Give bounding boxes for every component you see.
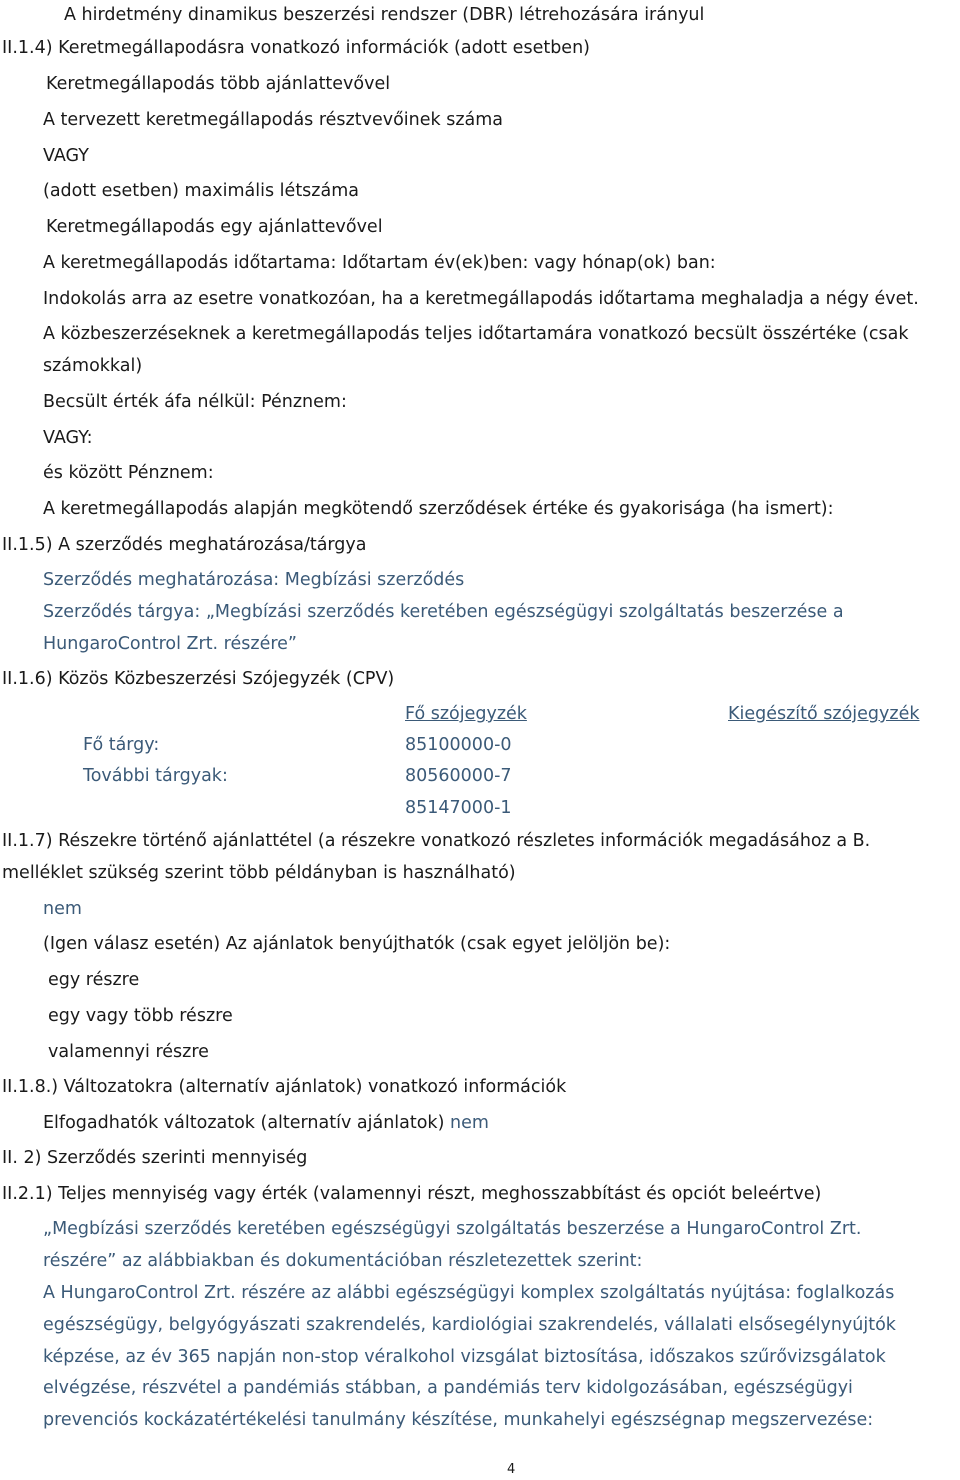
cpv-main-subject-code: 85100000-0	[405, 735, 512, 755]
framework-single: Keretmegállapodás egy ajánlattevővel	[46, 217, 383, 237]
lots-option-one-or-more: egy vagy több részre	[48, 1006, 233, 1026]
quantity-text-line5: képzése, az év 365 napján non-stop véralkohol vizsgálat biztosítása, időszakos szűrővizsgálatok	[43, 1347, 886, 1367]
quantity-text-line6: elvégzése, részvétel a pandémiás stábban, a pandémiás terv kidolgozásában, egészségügyi	[43, 1378, 853, 1398]
contract-subject-line2: HungaroControl Zrt. részére”	[43, 634, 297, 654]
framework-duration: A keretmegállapodás időtartama: Időtartam év(ek)ben: vagy hónap(ok) ban:	[43, 253, 716, 273]
or-label: VAGY	[43, 146, 89, 166]
quantity-text-line2: részére” az alábbiakban és dokumentációban részletezettek szerint:	[43, 1251, 643, 1271]
quantity-text-line1: „Megbízási szerződés keretében egészségügyi szolgáltatás beszerzése a HungaroControl Zrt.	[43, 1219, 862, 1239]
section-II-1-8-heading: II.1.8.) Változatokra (alternatív ajánlatok) vonatkozó információk	[2, 1077, 567, 1097]
section-II-1-4-heading: II.1.4) Keretmegállapodásra vonatkozó információk (adott esetben)	[2, 38, 590, 58]
section-II-2-1-heading: II.2.1) Teljes mennyiség vagy érték (valamennyi részt, meghosszabbítást és opciót beleértve)	[2, 1184, 822, 1204]
section-II-1-7-heading-line1: II.1.7) Részekre történő ajánlattétel (a részekre vonatkozó részletes információk megadásához a B.	[2, 831, 871, 851]
cpv-supplementary-vocab-header: Kiegészítő szójegyzék	[728, 704, 920, 724]
page-number: 4	[507, 1462, 516, 1477]
cpv-main-subject-label: Fő tárgy:	[83, 735, 160, 755]
cpv-main-vocab-header: Fő szójegyzék	[405, 704, 527, 724]
duration-justification: Indokolás arra az esetre vonatkozóan, ha a keretmegállapodás időtartama meghaladja a négy évet.	[43, 289, 919, 309]
lots-option-one: egy részre	[48, 970, 140, 990]
framework-multiple: Keretmegállapodás több ajánlattevővel	[46, 74, 391, 94]
variants-label: Elfogadhatók változatok (alternatív ajánlatok)	[43, 1113, 445, 1133]
lots-option-all: valamennyi részre	[48, 1042, 209, 1062]
range-currency: és között Pénznem:	[43, 463, 214, 483]
cpv-additional-subjects-label: További tárgyak:	[83, 766, 228, 786]
variants-answer: nem	[449, 1113, 489, 1133]
quantity-text-line7: prevenciós kockázatértékelési tanulmány készítése, munkahelyi egészségnap megszervezése:	[43, 1410, 874, 1430]
lots-instruction: (Igen válasz esetén) Az ajánlatok benyújthatók (csak egyet jelöljön be):	[43, 934, 671, 954]
or-label-2: VAGY:	[43, 428, 93, 448]
cpv-additional-code-2: 85147000-1	[405, 798, 512, 818]
section-II-1-5-heading: II.1.5) A szerződés meghatározása/tárgya	[2, 535, 367, 555]
quantity-text-line3: A HungaroControl Zrt. részére az alábbi egészségügyi komplex szolgáltatás nyújtása: foglalkozás	[43, 1283, 895, 1303]
estimated-value: Becsült érték áfa nélkül: Pénznem:	[43, 392, 347, 412]
section-II-1-7-heading-line2: melléklet szükség szerint több példányban is használható)	[2, 863, 516, 883]
estimated-total-line2: számokkal)	[43, 356, 143, 376]
dbr-line: A hirdetmény dinamikus beszerzési rendszer (DBR) létrehozására irányul	[64, 5, 705, 25]
quantity-text-line4: egészségügy, belgyógyászati szakrendelés, kardiológiai szakrendelés, vállalati elsősegélynyújtók	[43, 1315, 896, 1335]
framework-participants: A tervezett keretmegállapodás résztvevőinek száma	[43, 110, 503, 130]
lots-answer: nem	[43, 899, 82, 919]
section-II-1-6-heading: II.1.6) Közös Közbeszerzési Szójegyzék (CPV)	[2, 669, 395, 689]
estimated-total-line1: A közbeszerzéseknek a keretmegállapodás teljes időtartamára vonatkozó becsült összértéke (csak	[43, 324, 909, 344]
framework-max: (adott esetben) maximális létszáma	[43, 181, 359, 201]
cpv-additional-code-1: 80560000-7	[405, 766, 512, 786]
contract-definition: Szerződés meghatározása: Megbízási szerződés	[43, 570, 465, 590]
variants-line	[43, 1111, 489, 1135]
section-II-2-heading: II. 2) Szerződés szerinti mennyiség	[2, 1148, 308, 1168]
contract-values: A keretmegállapodás alapján megkötendő szerződések értéke és gyakorisága (ha ismert):	[43, 499, 834, 519]
contract-subject-line1: Szerződés tárgya: „Megbízási szerződés keretében egészségügyi szolgáltatás beszerzése a	[43, 602, 844, 622]
